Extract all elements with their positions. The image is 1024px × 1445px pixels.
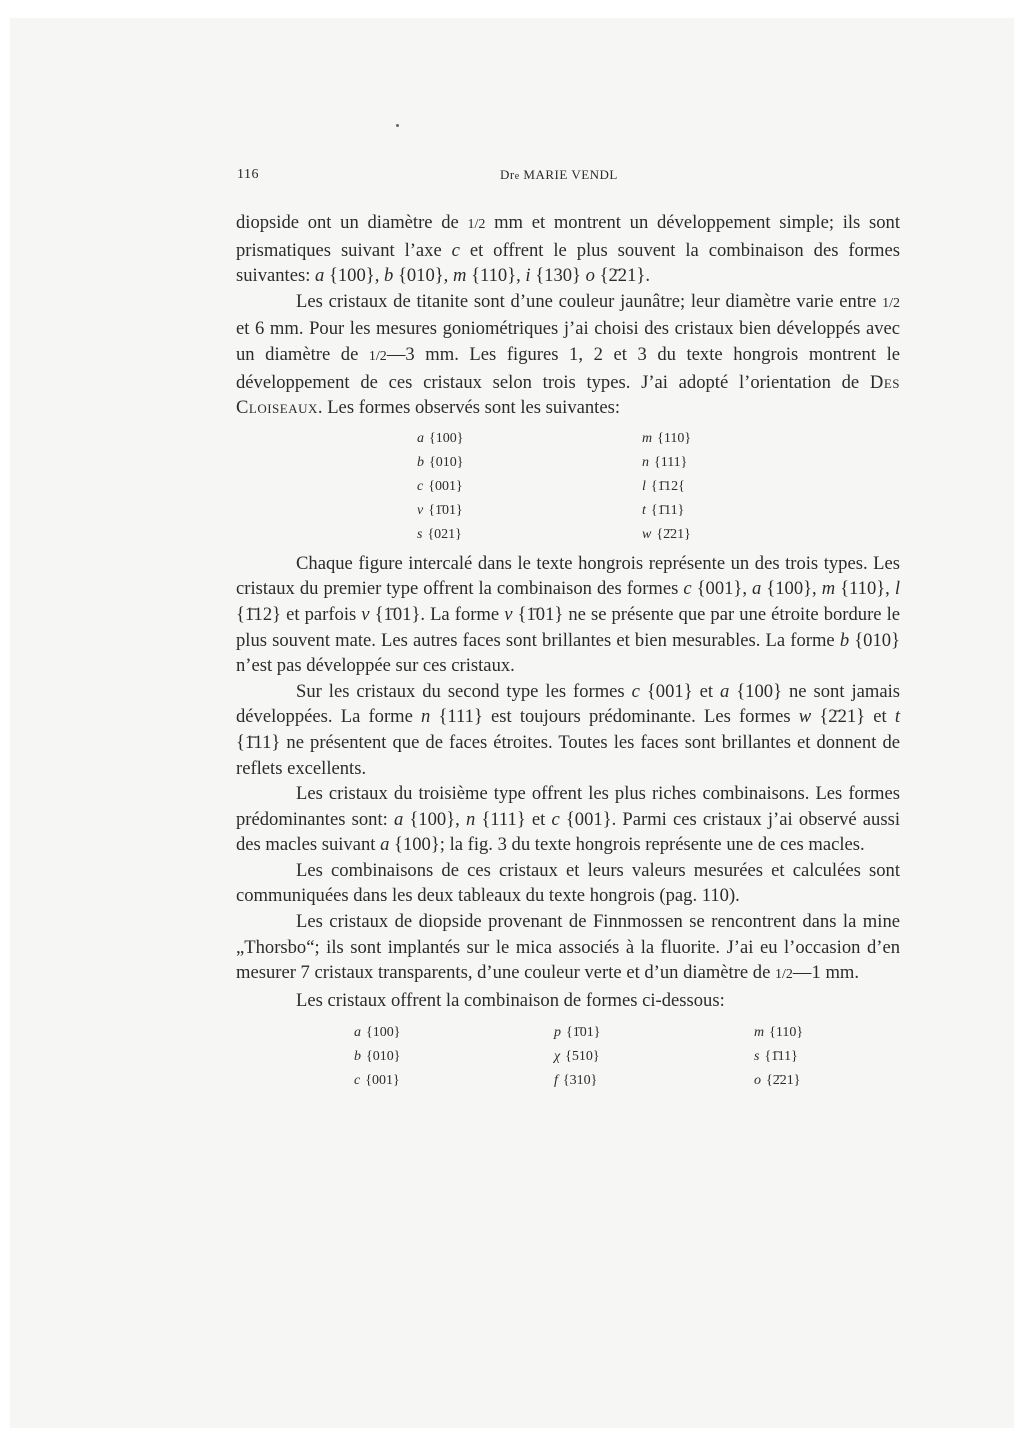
form-index: {2̄21} — [766, 1073, 801, 1089]
form-index: {110} — [769, 1025, 804, 1041]
crystal-form — [642, 427, 772, 451]
form-letter: m — [642, 430, 653, 446]
form-index: {510} — [565, 1049, 600, 1065]
form-letter: s — [417, 526, 423, 542]
form-letter: c — [354, 1073, 361, 1089]
form-index: {010} — [429, 454, 464, 470]
form-index: {1̄01} — [566, 1025, 601, 1041]
form-index: {001} — [365, 1073, 400, 1089]
crystal-form — [642, 499, 772, 523]
form-letter: v — [417, 502, 424, 518]
paragraph-6: Les combinaisons de ces cristaux et leurs valeurs mesurées et calculées sont communiquées dans les deux tableaux du texte hongrois (pag. 110). — [236, 859, 900, 907]
form-letter: b — [354, 1049, 361, 1065]
crystal-form — [642, 523, 772, 547]
crystal-form — [354, 1021, 554, 1045]
paragraph-1: diopside ont un diamètre de 1/2 mm et montrent un développement simple; ils sont prismatiques suivant l’axe c et offrent le plus souvent la combinaison des formes suivantes: a {100}, b {010}, m {110}, i {130} o {2̄21}. — [236, 212, 900, 287]
forms-table-diopside — [354, 1021, 900, 1093]
form-letter: p — [554, 1025, 561, 1041]
crystal-form — [554, 1069, 754, 1093]
form-index: {1̄11} — [650, 502, 685, 518]
form-index: {010} — [366, 1049, 401, 1065]
form-index: {111} — [654, 454, 688, 470]
crystal-form — [554, 1045, 754, 1069]
form-index: {100} — [429, 430, 464, 446]
paragraph-7: Les cristaux de diopside provenant de Finnmossen se rencontrent dans la mine „Thorsbo“; ils sont implantés sur le mica associés à la fluorite. J’ai eu l’occasion d’en mesurer 7 cristaux transparents, d’une couleur verte et d’un diamètre de 1/2—1 mm. — [236, 911, 900, 984]
form-index: {310} — [562, 1073, 598, 1089]
running-author: Dre MARIE VENDL — [500, 167, 618, 182]
form-letter: w — [642, 526, 652, 542]
form-letter: f — [554, 1073, 558, 1089]
form-index: {2̄21} — [656, 526, 691, 542]
forms-table-titanite — [417, 427, 900, 547]
body-text — [236, 210, 900, 1093]
paragraph-3: Chaque figure intercalé dans le texte hongrois représente un des trois types. Les cristaux du premier type offrent la combinaison des formes c {001}, a {100}, m {110}, l {1̄12} et parfois v {1̄01}. La forme v {1̄01} ne se présente que par une étroite bordure le plus souvent mate. Les autres faces sont brillantes et bien mesurables. La forme b {010} n’est pas développée sur ces cristaux. — [236, 552, 901, 677]
form-letter: a — [417, 430, 424, 446]
form-index: {1̄11} — [764, 1049, 798, 1065]
crystal-form — [554, 1021, 754, 1045]
paragraph-4: Sur les cristaux du second type les formes c {001} et a {100} ne sont jamais développées. La forme n {111} est toujours prédominante. Les formes w {2̄21} et t {1̄11} ne présentent que de faces étroites. Toutes les faces sont brillantes et donnent de reflets excellents. — [236, 680, 901, 779]
form-letter: l — [642, 478, 646, 494]
crystal-form — [754, 1045, 884, 1069]
form-letter: c — [417, 478, 424, 494]
form-index: {001} — [428, 478, 463, 494]
running-header — [10, 167, 1014, 187]
form-letter: s — [754, 1049, 760, 1065]
form-index: {100} — [366, 1025, 401, 1041]
form-letter: n — [642, 454, 649, 470]
form-index: {1̄01} — [428, 502, 463, 518]
form-letter: b — [417, 454, 424, 470]
crystal-form — [354, 1069, 554, 1093]
form-letter: m — [754, 1025, 765, 1041]
paragraph-2: Les cristaux de titanite sont d’une couleur jaunâtre; leur diamètre varie entre 1/2 et 6 mm. Pour les mesures goniométriques j’ai choisi des cristaux bien développés avec un diamètre de 1/2—3 mm. Les figures 1, 2 et 3 du texte hongrois montrent le développement de ces cristaux selon trois types. J’ai adopté l’orientation de Des Cloiseaux. Les formes observés sont les suivantes: — [236, 290, 900, 419]
form-letter: t — [642, 502, 646, 518]
paper-page — [10, 18, 1014, 1428]
paragraph-8: Les cristaux offrent la combinaison de formes ci-dessous: — [296, 989, 725, 1011]
crystal-form — [417, 499, 642, 523]
form-index: {021} — [427, 526, 462, 542]
crystal-form — [417, 451, 642, 475]
crystal-form — [417, 427, 642, 451]
form-letter: χ — [554, 1049, 561, 1065]
crystal-form — [417, 475, 642, 499]
form-index: {110} — [657, 430, 692, 446]
crystal-form — [354, 1045, 554, 1069]
crystal-form — [754, 1021, 884, 1045]
crystal-form — [417, 523, 642, 547]
speck — [396, 124, 399, 127]
page-number: 116 — [237, 167, 259, 182]
paragraph-5: Les cristaux du troisième type offrent les plus riches combinaisons. Les formes prédominantes sont: a {100}, n {111} et c {001}. Parmi ces cristaux j’ai observé aussi des macles suivant a {100}; la fig. 3 du texte hongrois représente une de ces macles. — [236, 783, 900, 856]
form-letter: o — [754, 1073, 761, 1089]
form-letter: a — [354, 1025, 361, 1041]
crystal-form — [642, 475, 772, 499]
crystal-form — [754, 1069, 884, 1093]
crystal-form — [642, 451, 772, 475]
form-index: {1̄12{ — [650, 478, 685, 494]
